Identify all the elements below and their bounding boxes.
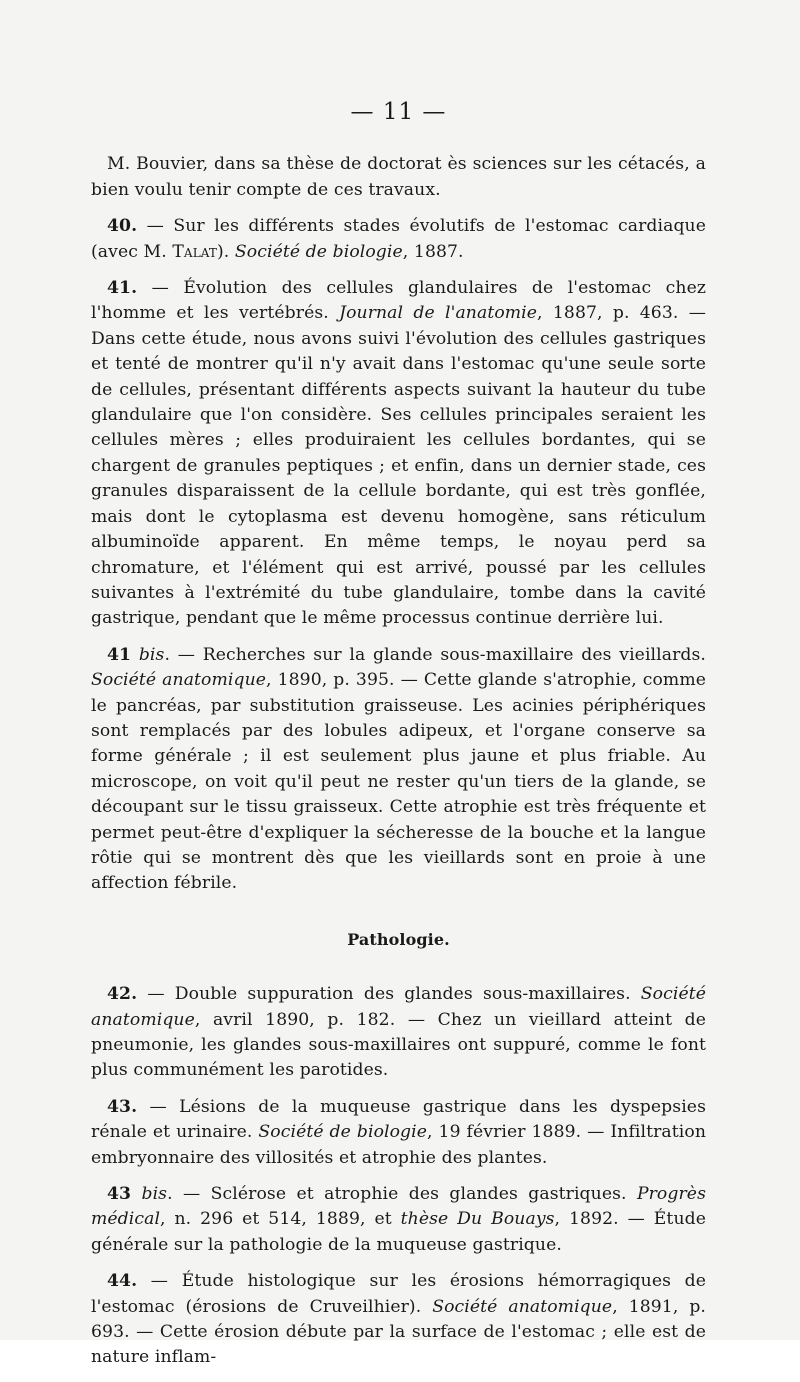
entry-43-bis <box>91 1182 706 1258</box>
journal-title: Société de biologie <box>234 241 403 262</box>
entry-number: 40. <box>107 216 138 237</box>
journal-title: Journal de l'anatomie <box>339 303 538 324</box>
entry-number: 43 <box>107 1184 132 1205</box>
intro-paragraph <box>91 152 706 203</box>
entry-text: — Double suppuration des glandes sous-maxillaires. <box>137 984 641 1005</box>
section-heading: Pathologie. <box>347 929 450 949</box>
entry-41-bis <box>91 643 706 897</box>
entry-42 <box>91 982 706 1084</box>
journal-title: Société de biologie <box>258 1122 428 1143</box>
entry-text: ). <box>216 241 235 262</box>
entry-number: 42. <box>107 984 138 1005</box>
entry-44 <box>91 1269 706 1371</box>
entry-number: 41 <box>107 644 132 665</box>
thesis-reference: thèse Du Bouays <box>400 1209 555 1230</box>
entry-text: — Sur les différents stades évolutifs de l'estomac cardiaque (avec M. <box>91 216 706 262</box>
entry-41 <box>91 276 706 632</box>
journal-title: Progrès médical <box>91 1184 706 1230</box>
entry-text: , 1887, p. 463. — Dans cette étude, nous avons suivi l'évolution des cellules gastriques et tenté de montrer qu'il n'y avait dans l'estomac qu'une seule sorte de cellules, présentant différents aspects suivant la hauteur du tube glandulaire que l'on considère. Ses cellules principales seraient les cellules mères ; elles produiraient les cellules bordantes, qui se chargent de granules peptiques ; et enfin, dans un dernier stade, ces granules disparaissent de la cellule bordante, qui est très gonflée, mais dont le cytoplasma est devenu homogène, sans réticulum albuminoïde apparent. En même temps, le noyau perd sa chromature, et l'élément qui est arrivé, poussé par les cellules suivantes à l'extrémité du tube glandulaire, tombe dans la cavité gastrique, pendant que le même processus continue derrière lui. <box>91 303 706 629</box>
entry-number: 43. <box>107 1096 138 1117</box>
entry-text: . — Sclérose et atrophie des glandes gastriques. <box>167 1184 637 1205</box>
entry-number: 44. <box>107 1271 138 1292</box>
intro-text: M. Bouvier, dans sa thèse de doctorat ès sciences sur les cétacés, a bien voulu tenir compte de ces travaux. <box>91 154 706 200</box>
entry-text: . — Recherches sur la glande sous-maxillaire des vieillards. <box>164 644 706 665</box>
entry-text: , 1892. — Étude générale sur la pathologie de la muqueuse gastrique. <box>91 1209 706 1255</box>
entry-text: , 1890, p. 395. — Cette glande s'atrophie, comme le pancréas, par substitution graisseuse. Les acinies périphériques sont remplacés par des lobules adipeux, et l'organe conserve sa forme générale ; il est seulement plus jaune et plus friable. Au microscope, on voit qu'il peut ne rester qu'un tiers de la glande, se découpant sur le tissu graisseux. Cette atrophie est très fréquente et permet peut-être d'expliquer la sécheresse de la bouche et la langue rôtie qui se montrent dès que les vieillards sont en proie à une affection fébrile. <box>91 670 706 894</box>
entry-text: , 1891, p. 693. — Cette érosion débute par la surface de l'estomac ; elle est de nature inflam- <box>91 1296 706 1368</box>
page-number: — 11 — <box>350 99 447 125</box>
entry-text: , n. 296 et 514, 1889, et <box>160 1209 401 1230</box>
author-name: Talat <box>172 241 217 262</box>
entry-40 <box>91 214 706 265</box>
entry-text: , 1887. <box>402 241 464 262</box>
entry-number: 41. <box>107 278 138 299</box>
entry-43 <box>91 1095 706 1171</box>
entry-text: — Évolution des cellules glandulaires de l'estomac chez l'homme et les vertébrés. <box>91 278 706 324</box>
entry-bis: bis <box>131 1184 168 1205</box>
text-column <box>91 100 706 1382</box>
journal-title: Société anatomique <box>91 984 706 1030</box>
journal-title: Société anatomique <box>432 1296 613 1317</box>
journal-title: Société anatomique <box>91 670 267 691</box>
entry-text: — Lésions de la muqueuse gastrique dans les dyspepsies rénale et urinaire. <box>91 1096 706 1143</box>
entry-text: , avril 1890, p. 182. — Chez un vieillard atteint de pneumonie, les glandes sous-maxillaires ont suppuré, comme le font plus communément les parotides. <box>91 1009 706 1081</box>
entry-bis: bis <box>131 644 165 665</box>
entry-text: , 19 février 1889. — Infiltration embryonnaire des villosités et atrophie des plantes. <box>91 1122 706 1168</box>
entry-text: — Étude histologique sur les érosions hémorragiques de l'estomac (érosions de Cruveilhier). <box>91 1271 706 1317</box>
